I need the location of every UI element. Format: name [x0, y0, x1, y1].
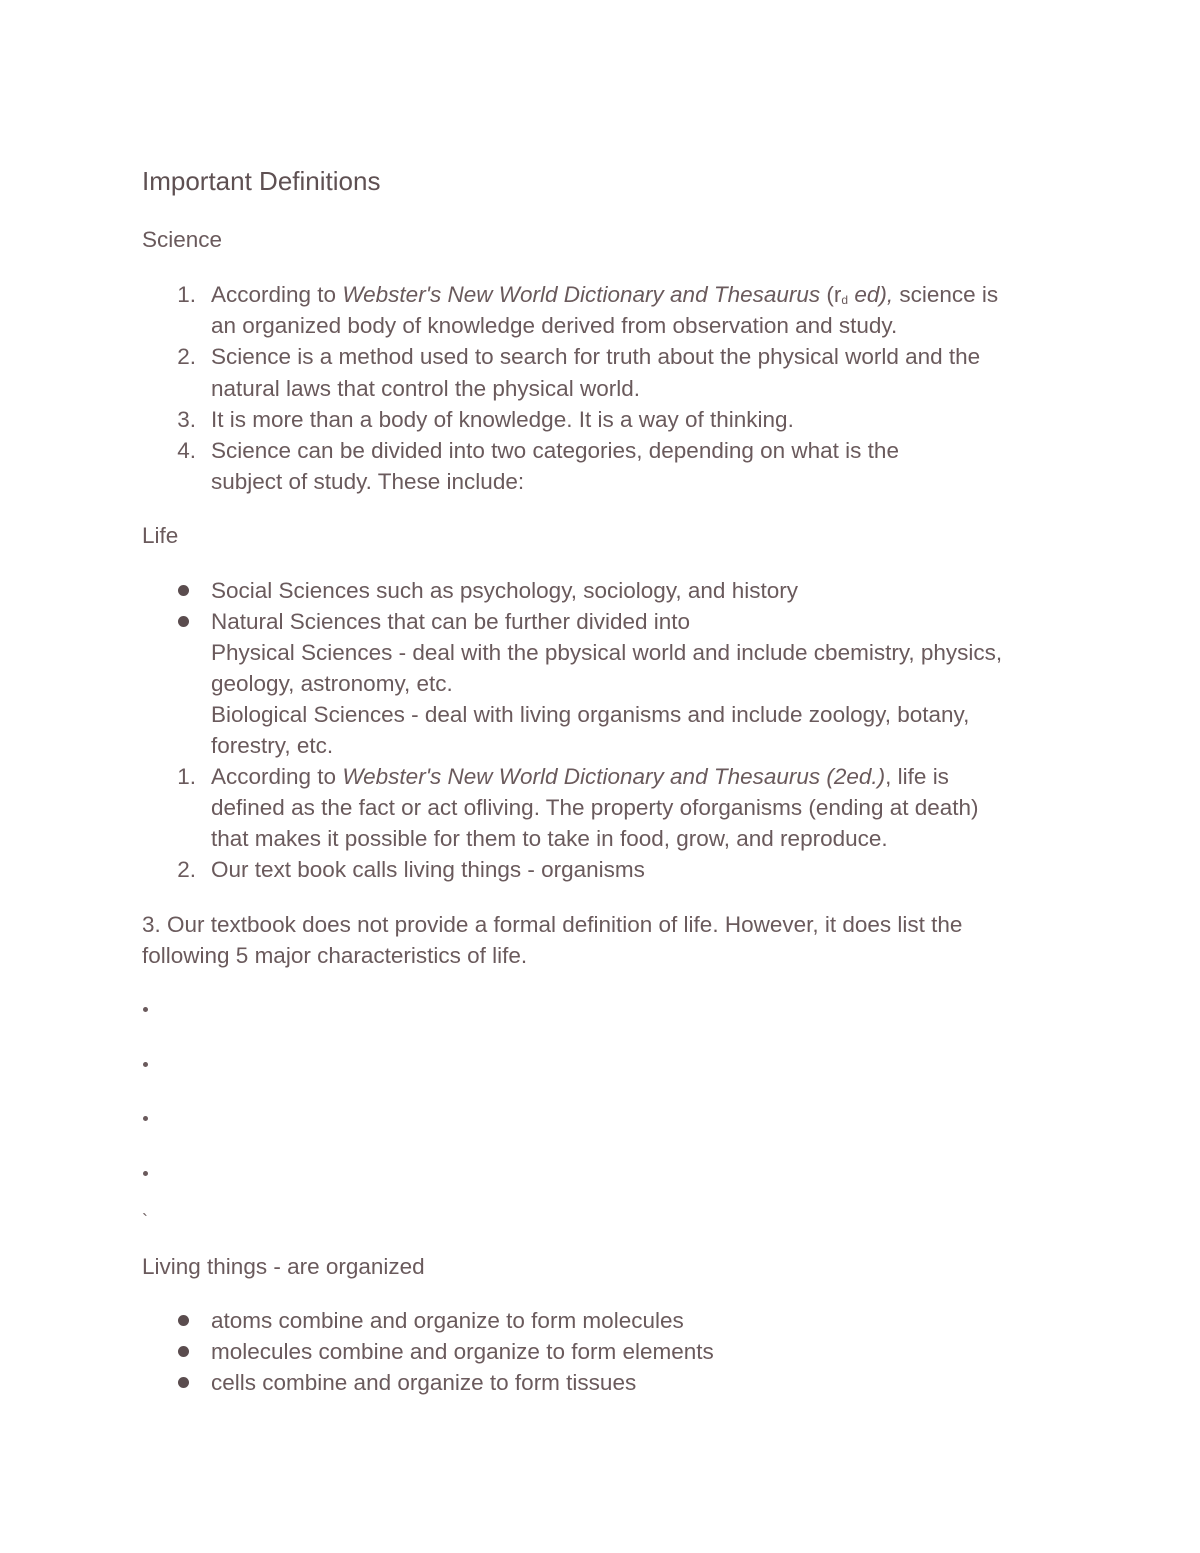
- bullet-icon: [178, 616, 189, 627]
- list-number: 2.: [177, 857, 196, 882]
- list-item-text: an organized body of knowledge derived from observation and study.: [211, 313, 898, 338]
- list-item-subtext: Physical Sciences - deal with the pbysical world and include cbemistry, physics,: [211, 640, 1003, 665]
- list-item-text: natural laws that control the physical world.: [211, 376, 640, 401]
- empty-bullet-icon: [143, 1171, 148, 1176]
- empty-bullet-icon: [143, 1116, 148, 1121]
- paragraph-text: 3. Our textbook does not provide a formal definition of life. However, it does list the: [142, 912, 963, 937]
- list-item-text: subject of study. These include:: [211, 469, 525, 494]
- paragraph-text: following 5 major characteristics of life.: [142, 943, 528, 968]
- reference-title: Webster's New World Dictionary and Thesaurus (2ed.): [342, 764, 886, 789]
- bullet-icon: [178, 1315, 189, 1326]
- list-item-text: molecules combine and organize to form elements: [211, 1339, 714, 1364]
- list-number: 3.: [177, 407, 196, 432]
- list-item-text: cells combine and organize to form tissues: [211, 1370, 637, 1395]
- reference-title: Webster's New World Dictionary and Thesaurus: [342, 282, 821, 307]
- page-title: Important Definitions: [142, 166, 381, 196]
- list-item-text: Social Sciences such as psychology, sociology, and history: [211, 578, 798, 603]
- list-number: 1.: [177, 764, 196, 789]
- section-heading-organized: Living things - are organized: [142, 1254, 425, 1279]
- list-item-text: atoms combine and organize to form molecules: [211, 1308, 684, 1333]
- list-item-text: Science is a method used to search for truth about the physical world and the: [211, 344, 981, 369]
- bullet-icon: [178, 1377, 189, 1388]
- empty-bullet-icon: [143, 1062, 148, 1067]
- section-heading-science: Science: [142, 227, 223, 252]
- list-number: 2.: [177, 344, 196, 369]
- list-item-text: It is more than a body of knowledge. It is a way of thinking.: [211, 407, 794, 432]
- list-item-subtext: Biological Sciences - deal with living organisms and include zoology, botany,: [211, 702, 970, 727]
- list-number: 1.: [177, 282, 196, 307]
- empty-bullet-icon: [143, 1007, 148, 1012]
- list-item-text: Science can be divided into two categories, depending on what is the: [211, 438, 899, 463]
- list-item-subtext: geology, astronomy, etc.: [211, 671, 453, 696]
- list-item-text: According to Webster's New World Dictionary and Thesaurus (2ed.), life is: [211, 764, 949, 789]
- list-item-text: Natural Sciences that can be further divided into: [211, 609, 691, 634]
- bullet-icon: [178, 585, 189, 596]
- bullet-icon: [178, 1346, 189, 1357]
- section-heading-life: Life: [142, 523, 179, 548]
- list-item-text: Our text book calls living things - organisms: [211, 857, 645, 882]
- list-item-text: that makes it possible for them to take in food, grow, and reproduce.: [211, 826, 888, 851]
- list-item-text: According to Webster's New World Dictionary and Thesaurus (rd ed), science is: [211, 282, 999, 307]
- stray-mark: `: [142, 1211, 148, 1231]
- list-item-subtext: forestry, etc.: [211, 733, 334, 758]
- list-number: 4.: [177, 438, 196, 463]
- list-item-text: defined as the fact or act ofliving. The property oforganisms (ending at death): [211, 795, 979, 820]
